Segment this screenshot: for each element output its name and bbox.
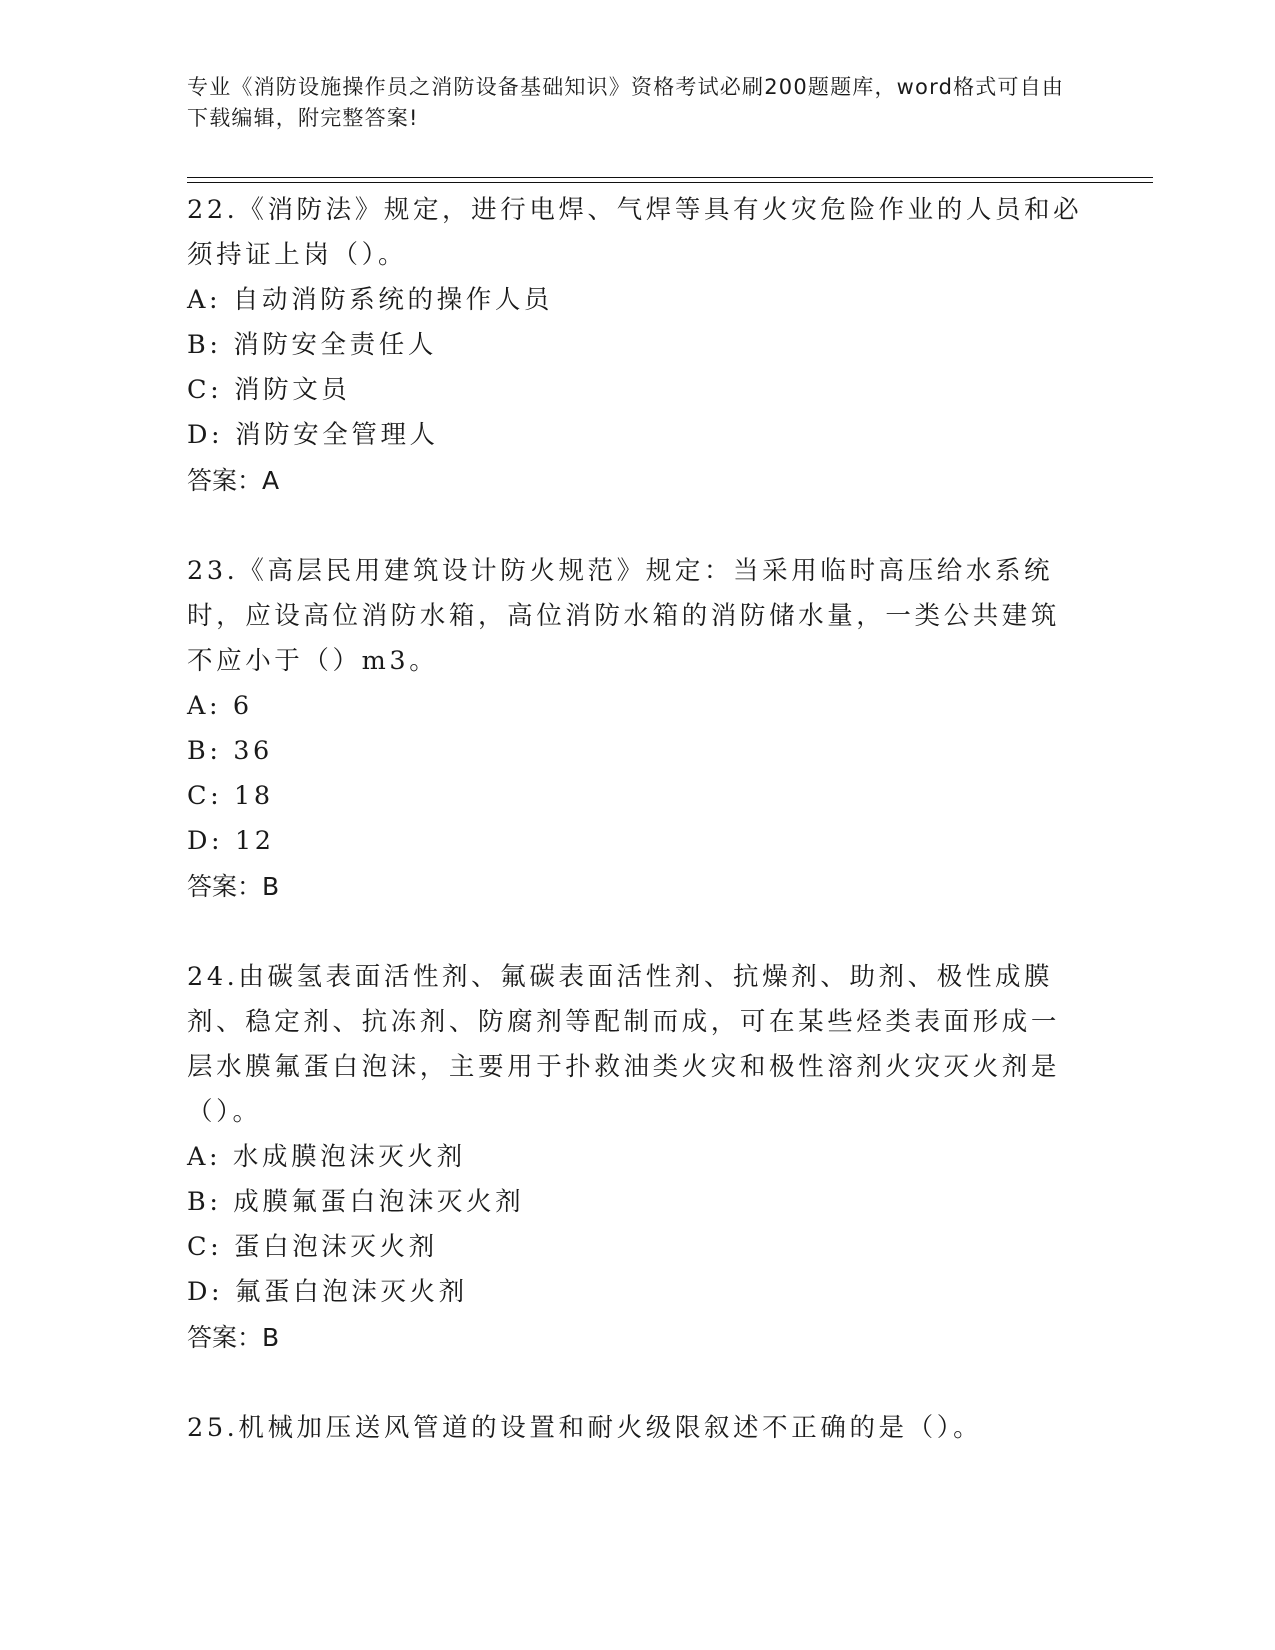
option-a: A: 6 bbox=[187, 691, 253, 721]
option-d: D: 12 bbox=[187, 826, 275, 856]
option-a: A: 水成膜泡沫灭火剂 bbox=[187, 1142, 466, 1172]
question-24 bbox=[187, 955, 1087, 1360]
question-25 bbox=[187, 1406, 1087, 1451]
question-23 bbox=[187, 549, 1087, 909]
option-b: B: 36 bbox=[187, 736, 273, 766]
answer: 答案：B bbox=[187, 872, 280, 901]
option-d: D: 消防安全管理人 bbox=[187, 420, 439, 450]
header-rule-bottom bbox=[187, 182, 1153, 183]
question-text: 22.《消防法》规定，进行电焊、气焊等具有火灾危险作业的人员和必须持证上岗（）。 bbox=[187, 195, 1083, 270]
option-c: C: 蛋白泡沫灭火剂 bbox=[187, 1232, 438, 1262]
question-spacer bbox=[187, 1360, 1087, 1406]
question-text: 23.《高层民用建筑设计防火规范》规定：当采用临时高压给水系统时，应设高位消防水箱，高位消防水箱的消防储水量，一类公共建筑不应小于（）m3。 bbox=[187, 556, 1061, 676]
question-list bbox=[187, 188, 1087, 1451]
answer: 答案：B bbox=[187, 1323, 280, 1352]
question-spacer bbox=[187, 909, 1087, 955]
answer: 答案：A bbox=[187, 466, 280, 495]
question-text: 25.机械加压送风管道的设置和耐火级限叙述不正确的是（）。 bbox=[187, 1413, 983, 1443]
option-c: C: 消防文员 bbox=[187, 375, 351, 405]
option-c: C: 18 bbox=[187, 781, 274, 811]
header-rule-top bbox=[187, 177, 1153, 178]
question-22 bbox=[187, 188, 1087, 503]
option-a: A: 自动消防系统的操作人员 bbox=[187, 285, 554, 315]
option-d: D: 氟蛋白泡沫灭火剂 bbox=[187, 1277, 468, 1307]
document-header: 专业《消防设施操作员之消防设备基础知识》资格考试必刷200题题库，word格式可自由下载编辑，附完整答案! bbox=[187, 75, 1065, 130]
option-b: B: 成膜氟蛋白泡沫灭火剂 bbox=[187, 1187, 525, 1217]
option-b: B: 消防安全责任人 bbox=[187, 330, 437, 360]
question-text: 24.由碳氢表面活性剂、氟碳表面活性剂、抗燥剂、助剂、极性成膜剂、稳定剂、抗冻剂、防腐剂等配制而成，可在某些烃类表面形成一层水膜氟蛋白泡沫，主要用于扑救油类火灾和极性溶剂火灾灭火剂是（）。 bbox=[187, 962, 1061, 1127]
question-spacer bbox=[187, 503, 1087, 549]
